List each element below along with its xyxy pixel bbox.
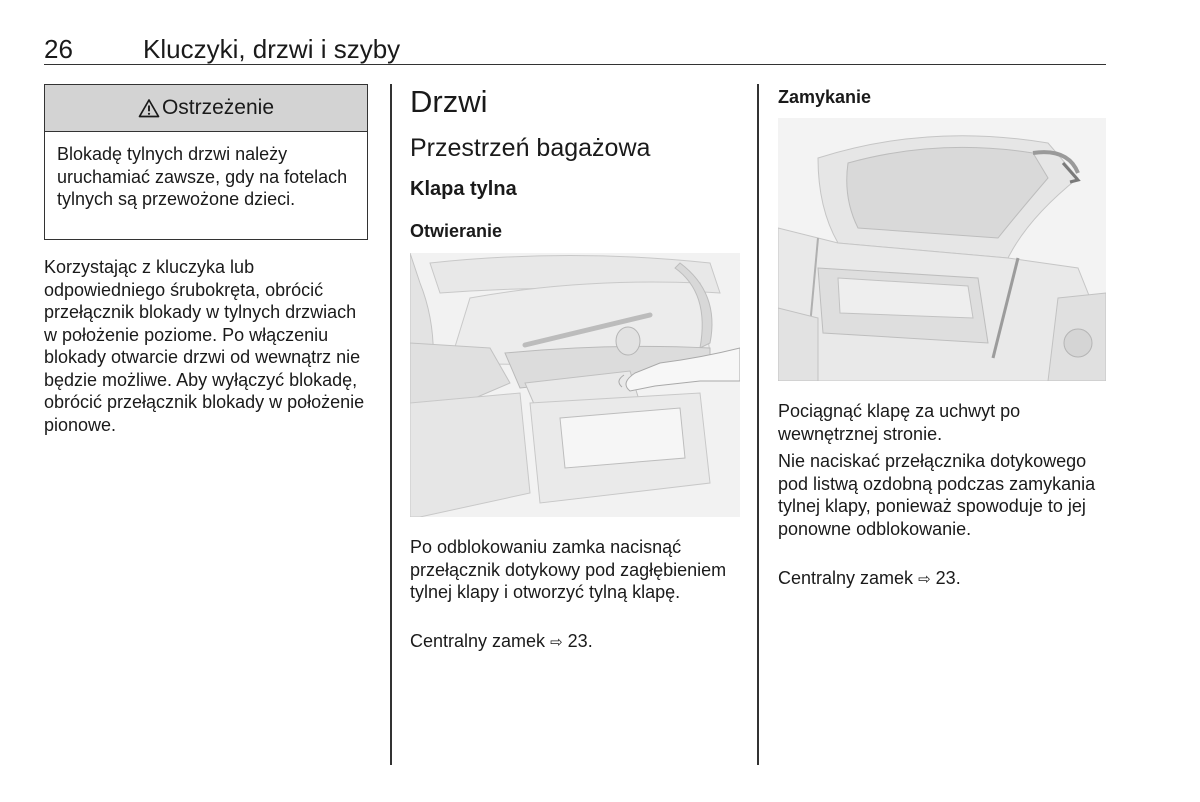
reference-arrow-icon: ⇨ <box>918 571 931 588</box>
reference-page[interactable]: 23. <box>935 568 961 588</box>
right-paragraph-1: Pociągnąć klapę za uchwyt po wewnętrznej stronie. <box>778 401 1021 444</box>
middle-reference <box>410 630 740 655</box>
right-paragraph-2: Nie naciskać przełącznika dotykowego pod listwą ozdobną podczas zamykania tylnej klapy, ponieważ spowoduje to jej ponowne odblokowanie. <box>778 451 1096 539</box>
tailgate-closing-drawing <box>778 118 1106 381</box>
heading-doors: Drzwi <box>410 84 488 119</box>
right-reference <box>778 567 1106 592</box>
reference-page[interactable]: 23. <box>567 631 593 651</box>
tailgate-opening-illustration <box>410 253 740 517</box>
heading-opening: Otwieranie <box>410 221 503 241</box>
column-divider-left <box>390 84 392 765</box>
reference-text: Centralny zamek <box>778 568 914 588</box>
page-header <box>44 34 1106 65</box>
warning-box <box>44 84 368 240</box>
heading-closing: Zamykanie <box>778 87 872 107</box>
reference-arrow-icon: ⇨ <box>550 634 563 651</box>
warning-text: Blokadę tylnych drzwi należy uruchamiać zawsze, gdy na fotelach tylnych są przewożone dzieci. <box>57 144 348 209</box>
chapter-title: Kluczyki, drzwi i szyby <box>143 34 401 64</box>
column-divider-right <box>757 84 759 765</box>
tailgate-closing-illustration <box>778 118 1106 381</box>
reference-text: Centralny zamek <box>410 631 546 651</box>
heading-tailgate: Klapa tylna <box>410 178 517 200</box>
tailgate-opening-drawing <box>410 253 740 517</box>
warning-header <box>45 85 367 132</box>
page-number: 26 <box>44 34 73 64</box>
middle-paragraph: Po odblokowaniu zamka nacisnąć przełącznik dotykowy pod zagłębieniem tylnej klapy i otworzyć tylną klapę. <box>410 537 727 602</box>
left-paragraph: Korzystając z kluczyka lub odpowiedniego śrubokręta, obrócić przełącznik blokady w tylnych drzwiach w położenie poziome. Po włączeniu blokady otwarcie drzwi od wewnątrz nie będzie możliwe. Aby wyłączyć blokadę, obrócić przełącznik blokady w położenie pionowe. <box>44 257 365 435</box>
warning-title: Ostrzeżenie <box>161 96 275 119</box>
warning-triangle-icon <box>138 98 160 118</box>
heading-luggage-space: Przestrzeń bagażowa <box>410 134 651 162</box>
